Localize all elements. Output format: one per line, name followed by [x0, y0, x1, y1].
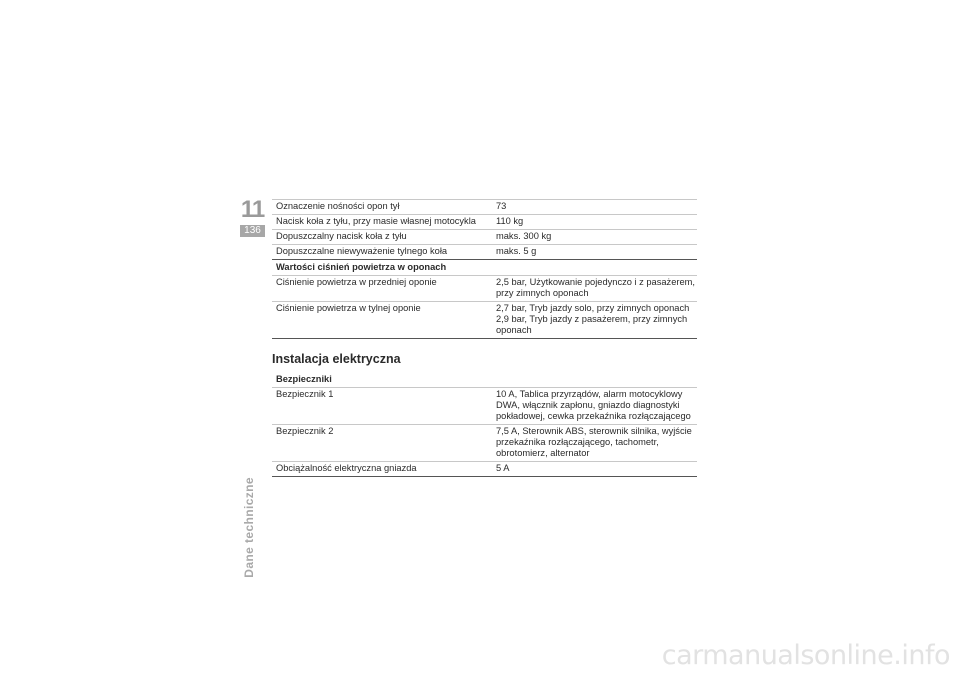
table-subheading-row: [272, 260, 697, 276]
row-value: 7,5 A, Sterownik ABS, sterownik silnika, wyjście przekaźnika rozłączającego, tachometr, obrotomierz, alternator: [492, 425, 697, 462]
row-label: Bezpiecznik 1: [272, 388, 492, 425]
row-value: maks. 300 kg: [492, 230, 697, 245]
table-row: [272, 200, 697, 215]
row-value: 73: [492, 200, 697, 215]
page-content: [272, 199, 697, 477]
watermark: carmanualsonline.info: [661, 640, 950, 671]
table-subheading-row: [272, 372, 697, 388]
table-row: [272, 215, 697, 230]
table-row: [272, 388, 697, 425]
row-label: Ciśnienie powietrza w przedniej oponie: [272, 276, 492, 302]
chapter-number: 11: [240, 196, 265, 223]
row-label: Dopuszczalne niewyważenie tylnego koła: [272, 245, 492, 260]
chapter-sidebar: [240, 196, 265, 578]
page-number: 136: [240, 225, 265, 237]
row-value: 2,5 bar, Użytkowanie pojedynczo i z pasażerem, przy zimnych oponach: [492, 276, 697, 302]
table-row: [272, 425, 697, 462]
tires-table: [272, 199, 697, 339]
chapter-title: Dane techniczne: [242, 477, 256, 578]
table-subheading: Bezpieczniki: [272, 372, 697, 388]
row-value: 10 A, Tablica przyrządów, alarm motocyklowy DWA, włącznik zapłonu, gniazdo diagnostyki pokładowej, cewka przekaźnika rozłączającego: [492, 388, 697, 425]
table-row: [272, 302, 697, 339]
table-row: [272, 230, 697, 245]
row-value: 2,7 bar, Tryb jazdy solo, przy zimnych oponach 2,9 bar, Tryb jazdy z pasażerem, przy zimnych oponach: [492, 302, 697, 339]
electrical-table: [272, 372, 697, 477]
row-label: Nacisk koła z tyłu, przy masie własnej motocykla: [272, 215, 492, 230]
row-value: 110 kg: [492, 215, 697, 230]
table-subheading: Wartości ciśnień powietrza w oponach: [272, 260, 697, 276]
table-row: [272, 276, 697, 302]
row-value: maks. 5 g: [492, 245, 697, 260]
row-label: Oznaczenie nośności opon tył: [272, 200, 492, 215]
row-label: Dopuszczalny nacisk koła z tyłu: [272, 230, 492, 245]
section-heading: Instalacja elektryczna: [272, 352, 401, 366]
row-label: Obciążalność elektryczna gniazda: [272, 462, 492, 477]
row-label: Ciśnienie powietrza w tylnej oponie: [272, 302, 492, 339]
table-row: [272, 462, 697, 477]
table-row: [272, 245, 697, 260]
row-value: 5 A: [492, 462, 697, 477]
row-label: Bezpiecznik 2: [272, 425, 492, 462]
